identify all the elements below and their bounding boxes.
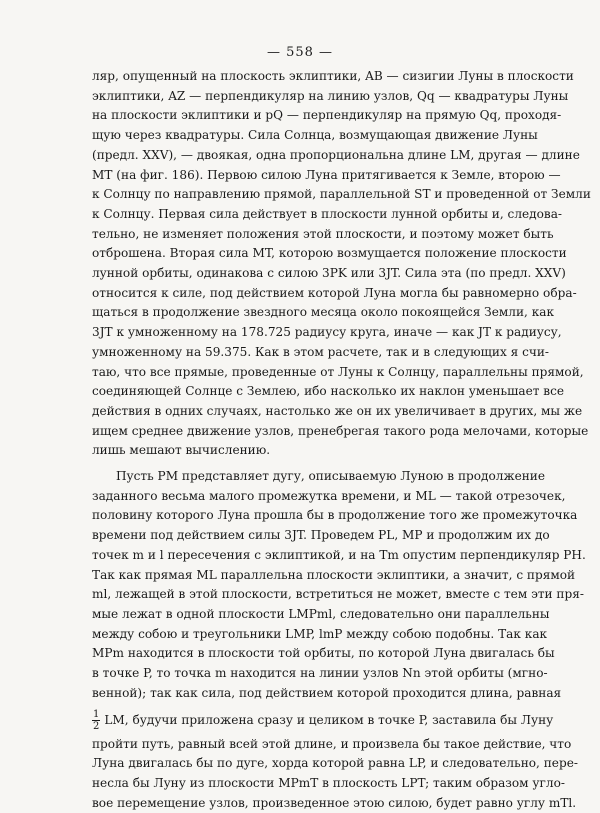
text-line: мые лежат в одной плоскости LMPml, следовательно они параллельны [92, 606, 550, 621]
text-line: LM, будучи приложена сразу и целиком в точке P, заставила бы Луну [104, 712, 554, 727]
text-line: точек m и l пересечения с эклиптикой, и на Tm опустим перпендикуляр PH. [92, 547, 586, 562]
text-line: щаться в продолжение звездного месяца около покоящейся Земли, как [92, 305, 555, 320]
text-line: половину которого Луна прошла бы в продолжение того же промежуточка [92, 508, 578, 523]
text-line: к Солнцу. Первая сила действует в плоскости лунной орбиты и, следова- [92, 206, 562, 221]
body-text [92, 67, 591, 813]
text-line: 3JT к умноженному на 178.725 радиусу круга, иначе — как JT к радиусу, [92, 325, 562, 340]
text-line: несла бы Луну из плоскости MPmT в плоскость LPT; таким образом угло- [92, 775, 565, 790]
text-line: венной); так как сила, под действием которой проходится длина, равная [92, 685, 562, 700]
text-line: тельно, не изменяет положения этой плоскости, и поэтому может быть [92, 226, 554, 241]
text-line: действия в одних случаях, настолько же он их увеличивает в других, мы же [92, 403, 583, 418]
text-line: отброшена. Вторая сила MT, которою возмущается положение плоскости [92, 246, 567, 261]
text-line: ищем среднее движение узлов, пренебрегая такого рода мелочами, которые [92, 423, 589, 438]
text-line: MPm находится в плоскости той орбиты, по которой Луна двигалась бы [92, 646, 555, 661]
text-line: относится к силе, под действием которой Луна могла бы равномерно обра- [92, 285, 577, 300]
text-line: соединяющей Солнце с Землею, ибо насколько их наклон уменьшает все [92, 384, 565, 399]
text-line: лишь мешают вычислению. [92, 443, 271, 458]
text-line: Пусть PM представляет дугу, описываемую Луною в продолжение [116, 469, 546, 484]
text-line: на плоскости эклиптики и pQ — перпендикуляр на прямую Qq, проходя- [92, 108, 562, 123]
text-line: щую через квадратуры. Сила Солнца, возмущающая движение Луны [92, 128, 538, 143]
text-line: умноженному на 59.375. Как в этом расчете, так и в следующих я счи- [92, 344, 549, 359]
text-line: вое перемещение узлов, произведенное этою силою, будет равно углу mTl. [92, 795, 577, 810]
text-line: эклиптики, AZ — перпендикуляр на линию узлов, Qq — квадратуры Луны [92, 88, 569, 103]
text-line: времени под действием силы 3JT. Проведем PL, MP и продолжим их до [92, 528, 550, 543]
text-line: к Солнцу по направлению прямой, параллельной ST и проведенной от Земли [92, 187, 591, 202]
fraction-numerator: 1 [93, 708, 100, 720]
text-line: между собою и треугольники LMP, lmP между собою подобны. Так как [92, 626, 548, 641]
text-line: (предл. XXV), — двоякая, одна пропорциональна длине LM, другая — длине [92, 147, 580, 162]
text-line: Так как прямая ML параллельна плоскости эклиптики, а значит, с прямой [92, 567, 576, 582]
text-line: в точке P, то точка m находится на линии узлов Nn этой орбиты (мгно- [92, 666, 548, 681]
text-line: заданного весьма малого промежутка времени, и ML — такой отрезочек, [92, 488, 566, 503]
text-line: Луна двигалась бы по дуге, хорда которой равна LP, и следовательно, пере- [92, 756, 578, 771]
text-line: MT (на фиг. 186). Первою силою Луна притягивается к Земле, второю — [92, 167, 561, 182]
text-line: лунной орбиты, одинакова с силою 3PK или 3JT. Сила эта (по предл. XXV) [92, 266, 566, 281]
fraction-line [92, 708, 554, 732]
text-line: ляр, опущенный на плоскость эклиптики, AB — сизигии Луны в плоскости [92, 69, 574, 83]
fraction-denominator: 2 [93, 720, 100, 732]
text-line: таю, что все прямые, проведенные от Луны к Солнцу, параллельны прямой, [92, 364, 584, 379]
page-number: — 558 — [266, 45, 334, 60]
fraction [92, 709, 100, 732]
text-line: пройти путь, равный всей этой длине, и произвела бы такое действие, что [92, 736, 572, 751]
text-line: ml, лежащей в этой плоскости, встретиться не может, вместе с тем эти пря- [92, 587, 584, 602]
